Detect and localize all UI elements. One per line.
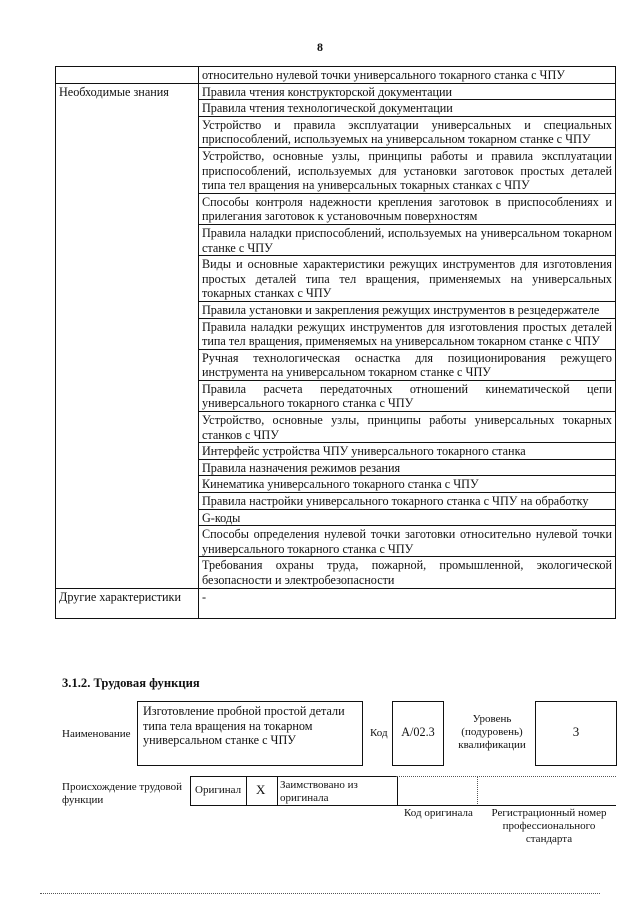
origin-extension: [396, 776, 616, 806]
knowledge-table: [55, 66, 616, 619]
knowledge-item: Правила чтения конструкторской документации: [199, 83, 616, 100]
knowledge-item: Правила чтения технологической документации: [199, 100, 616, 117]
level-label: Уровень (подуровень) квалификации: [458, 713, 526, 751]
knowledge-item: Устройство, основные узлы, принципы работы универсальных токарных станков с ЧПУ: [199, 412, 616, 443]
section-label: Необходимые знания: [56, 83, 199, 588]
knowledge-item: Кинематика универсального токарного станка с ЧПУ: [199, 476, 616, 493]
knowledge-item: Правила назначения режимов резания: [199, 459, 616, 476]
knowledge-item: Способы определения нулевой точки заготовки относительно нулевой точки универсального токарного станка с ЧПУ: [199, 526, 616, 557]
table-row: [56, 67, 616, 84]
knowledge-item: Правила установки и закрепления режущих инструментов в резцедержателе: [199, 301, 616, 318]
name-value: Изготовление пробной простой детали типа тела вращения на токарном универсальном станке с ЧПУ: [143, 704, 345, 748]
table-row: [56, 83, 616, 100]
section-heading: 3.1.2. Трудовая функция: [62, 676, 200, 690]
knowledge-item: G-коды: [199, 509, 616, 526]
name-box: [137, 701, 363, 766]
knowledge-item: Устройство и правила эксплуатации универсальных и специальных приспособлений, используемых на универсальном токарном станке с ЧПУ: [199, 116, 616, 147]
knowledge-item: Устройство, основные узлы, принципы работы и правила эксплуатации приспособлений, используемых для установки заготовок простых деталей типа тел вращения на универсальных токарных станках с ЧПУ: [199, 147, 616, 193]
level-box: [535, 701, 617, 766]
code-value: A/02.3: [401, 725, 435, 739]
knowledge-item: Правила настройки универсального токарного станка с ЧПУ на обработку: [199, 493, 616, 510]
table-cell: относительно нулевой точки универсального токарного станка с ЧПУ: [199, 67, 616, 84]
knowledge-item: Правила наладки режущих инструментов для изготовления простых деталей типа тел вращения, применяемых на универсальном токарном станке с ЧПУ: [199, 318, 616, 349]
origin-divider: [477, 776, 478, 804]
knowledge-item: Способы контроля надежности крепления заготовок в приспособлениях и прилегания заготовок к установочным поверхностям: [199, 193, 616, 224]
borrowed-label: Заимствовано из оригинала: [280, 779, 358, 804]
knowledge-item: Правила наладки приспособлений, используемых на универсальном токарном станке с ЧПУ: [199, 224, 616, 255]
knowledge-item: Интерфейс устройства ЧПУ универсального токарного станка: [199, 443, 616, 460]
knowledge-item: Правила расчета передаточных отношений кинематической цепи универсального токарного станка с ЧПУ: [199, 380, 616, 411]
level-value: 3: [572, 724, 580, 739]
knowledge-item: Ручная технологическая оснастка для позиционирования режущего инструмента на универсальном токарном станке с ЧПУ: [199, 349, 616, 380]
code-label: Код: [370, 727, 388, 739]
knowledge-item: Требования охраны труда, пожарной, промышленной, экологической безопасности и электробезопасности: [199, 557, 616, 588]
empty-cell: [56, 67, 199, 84]
code-box: [392, 701, 444, 766]
name-label: Наименование: [62, 728, 131, 740]
other-label: Другие характеристики: [56, 588, 199, 618]
bottom-divider: [40, 893, 600, 894]
original-label: Оригинал: [195, 784, 242, 796]
code-original-label: Код оригинала: [404, 807, 473, 819]
origin-label: Происхождение трудовой функции: [62, 781, 183, 806]
knowledge-item: Виды и основные характеристики режущих инструментов для изготовления простых деталей типа тел вращения, применяемых на универсальных токарных станках с ЧПУ: [199, 256, 616, 302]
reg-number-label: Регистрационный номер профессионального стандарта: [491, 807, 607, 845]
table-row: [56, 588, 616, 618]
original-mark: X: [256, 782, 266, 797]
other-value: -: [199, 588, 616, 618]
page-number: 8: [317, 40, 323, 54]
